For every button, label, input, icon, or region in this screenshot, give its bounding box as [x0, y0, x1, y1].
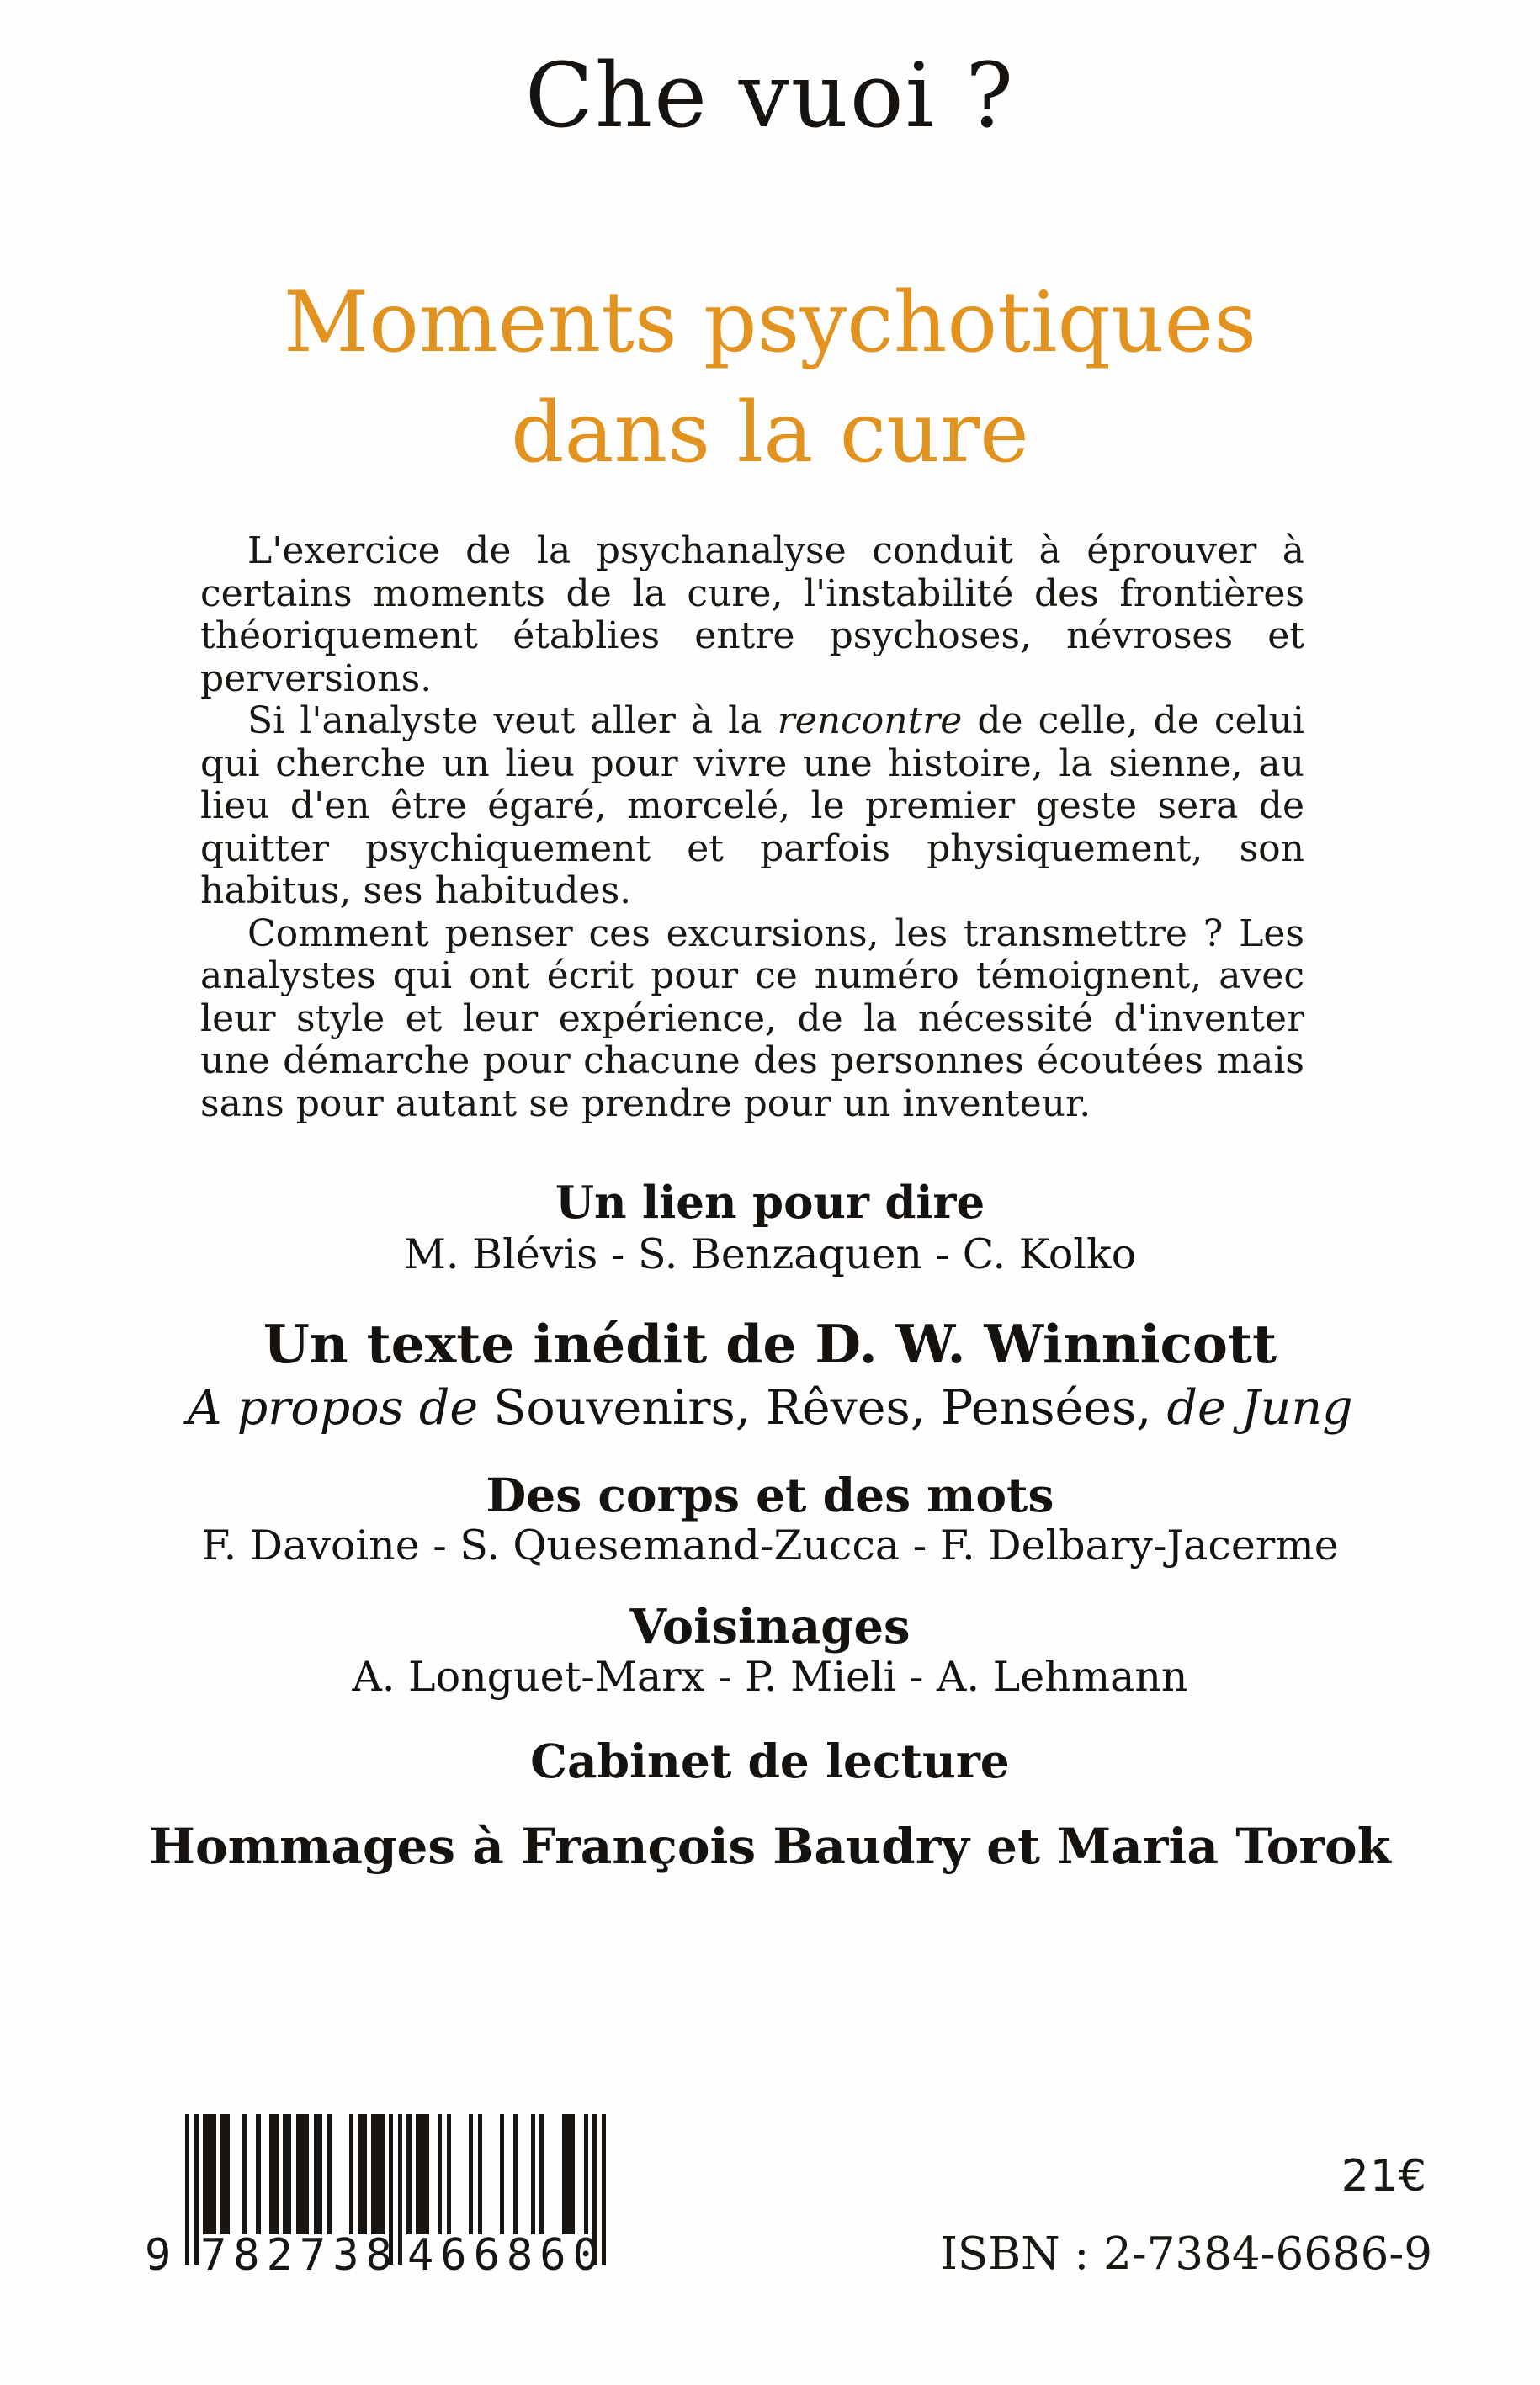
barcode-first-digit: 9	[145, 2230, 172, 2281]
ean13-barcode	[145, 2114, 633, 2291]
blurb-p2-text-after: de celle, de celui qui cherche un lieu pour vivre une histoire, la sienne, au lieu d'en être égaré, morcelé, le premier geste sera de quitter psychiquement et parfois physiquement, son habitus, ses habitudes.	[200, 699, 1304, 912]
blurb-p2-italic-word: rencontre	[777, 699, 963, 742]
issue-title-line-1: Moments psychotiques	[283, 274, 1257, 371]
issue-title-line-2: dans la cure	[511, 385, 1029, 481]
price-label: 21€	[1341, 2151, 1427, 2202]
journal-title: Che vuoi ?	[524, 44, 1016, 147]
blurb-paragraph-2	[200, 700, 1304, 913]
price-isbn-block	[940, 2151, 1432, 2280]
toc-section-4-title: Voisinages	[629, 1599, 911, 1655]
isbn-label: ISBN : 2-7384-6686-9	[939, 2228, 1432, 2280]
toc-section-2-subtitle	[17, 1380, 1523, 1436]
toc-section-4-authors: A. Longuet-Marx - P. Mieli - A. Lehmann	[352, 1653, 1188, 1701]
issue-title	[17, 268, 1523, 488]
toc-section-3-title: Des corps et des mots	[486, 1468, 1054, 1522]
barcode-right-digits: 466860	[407, 2230, 606, 2281]
toc-section-3-authors: F. Davoine - S. Quesemand-Zucca - F. Delbary-Jacerme	[201, 1522, 1339, 1570]
back-cover-blurb	[200, 530, 1304, 1125]
blurb-p2-text-before: Si l'analyste veut aller à la	[247, 699, 778, 742]
toc-section-6-title: Hommages à François Baudry et Maria Torok	[149, 1818, 1391, 1875]
blurb-paragraph-1: L'exercice de la psychanalyse conduit à éprouver à certains moments de la cure, l'instabilité des frontières théoriquement établies entre psychoses, névroses et perversions.	[200, 529, 1304, 700]
toc-section-5-title: Cabinet de lecture	[530, 1734, 1010, 1788]
barcode-left-digits: 782738	[200, 2230, 399, 2281]
blurb-paragraph-3: Comment penser ces excursions, les transmettre ? Les analystes qui ont écrit pour ce numéro témoignent, avec leur style et leur expérience, de la nécessité d'inventer une démarche pour chacune des personnes écoutées mais sans pour autant se prendre pour un inventeur.	[200, 911, 1304, 1125]
toc-section-2-subtitle-roman: Souvenirs, Rêves, Pensées,	[493, 1380, 1167, 1436]
cover-content	[17, 0, 1523, 2385]
toc-section-1-title: Un lien pour dire	[555, 1177, 985, 1229]
toc-section-1-authors: M. Blévis - S. Benzaquen - C. Kolko	[403, 1230, 1137, 1278]
toc-section-2-subtitle-italic-2: de Jung	[1166, 1380, 1353, 1436]
toc-section-2-subtitle-italic-1: A propos de	[187, 1380, 494, 1436]
toc-section-2-title: Un texte inédit de D. W. Winnicott	[263, 1313, 1277, 1375]
